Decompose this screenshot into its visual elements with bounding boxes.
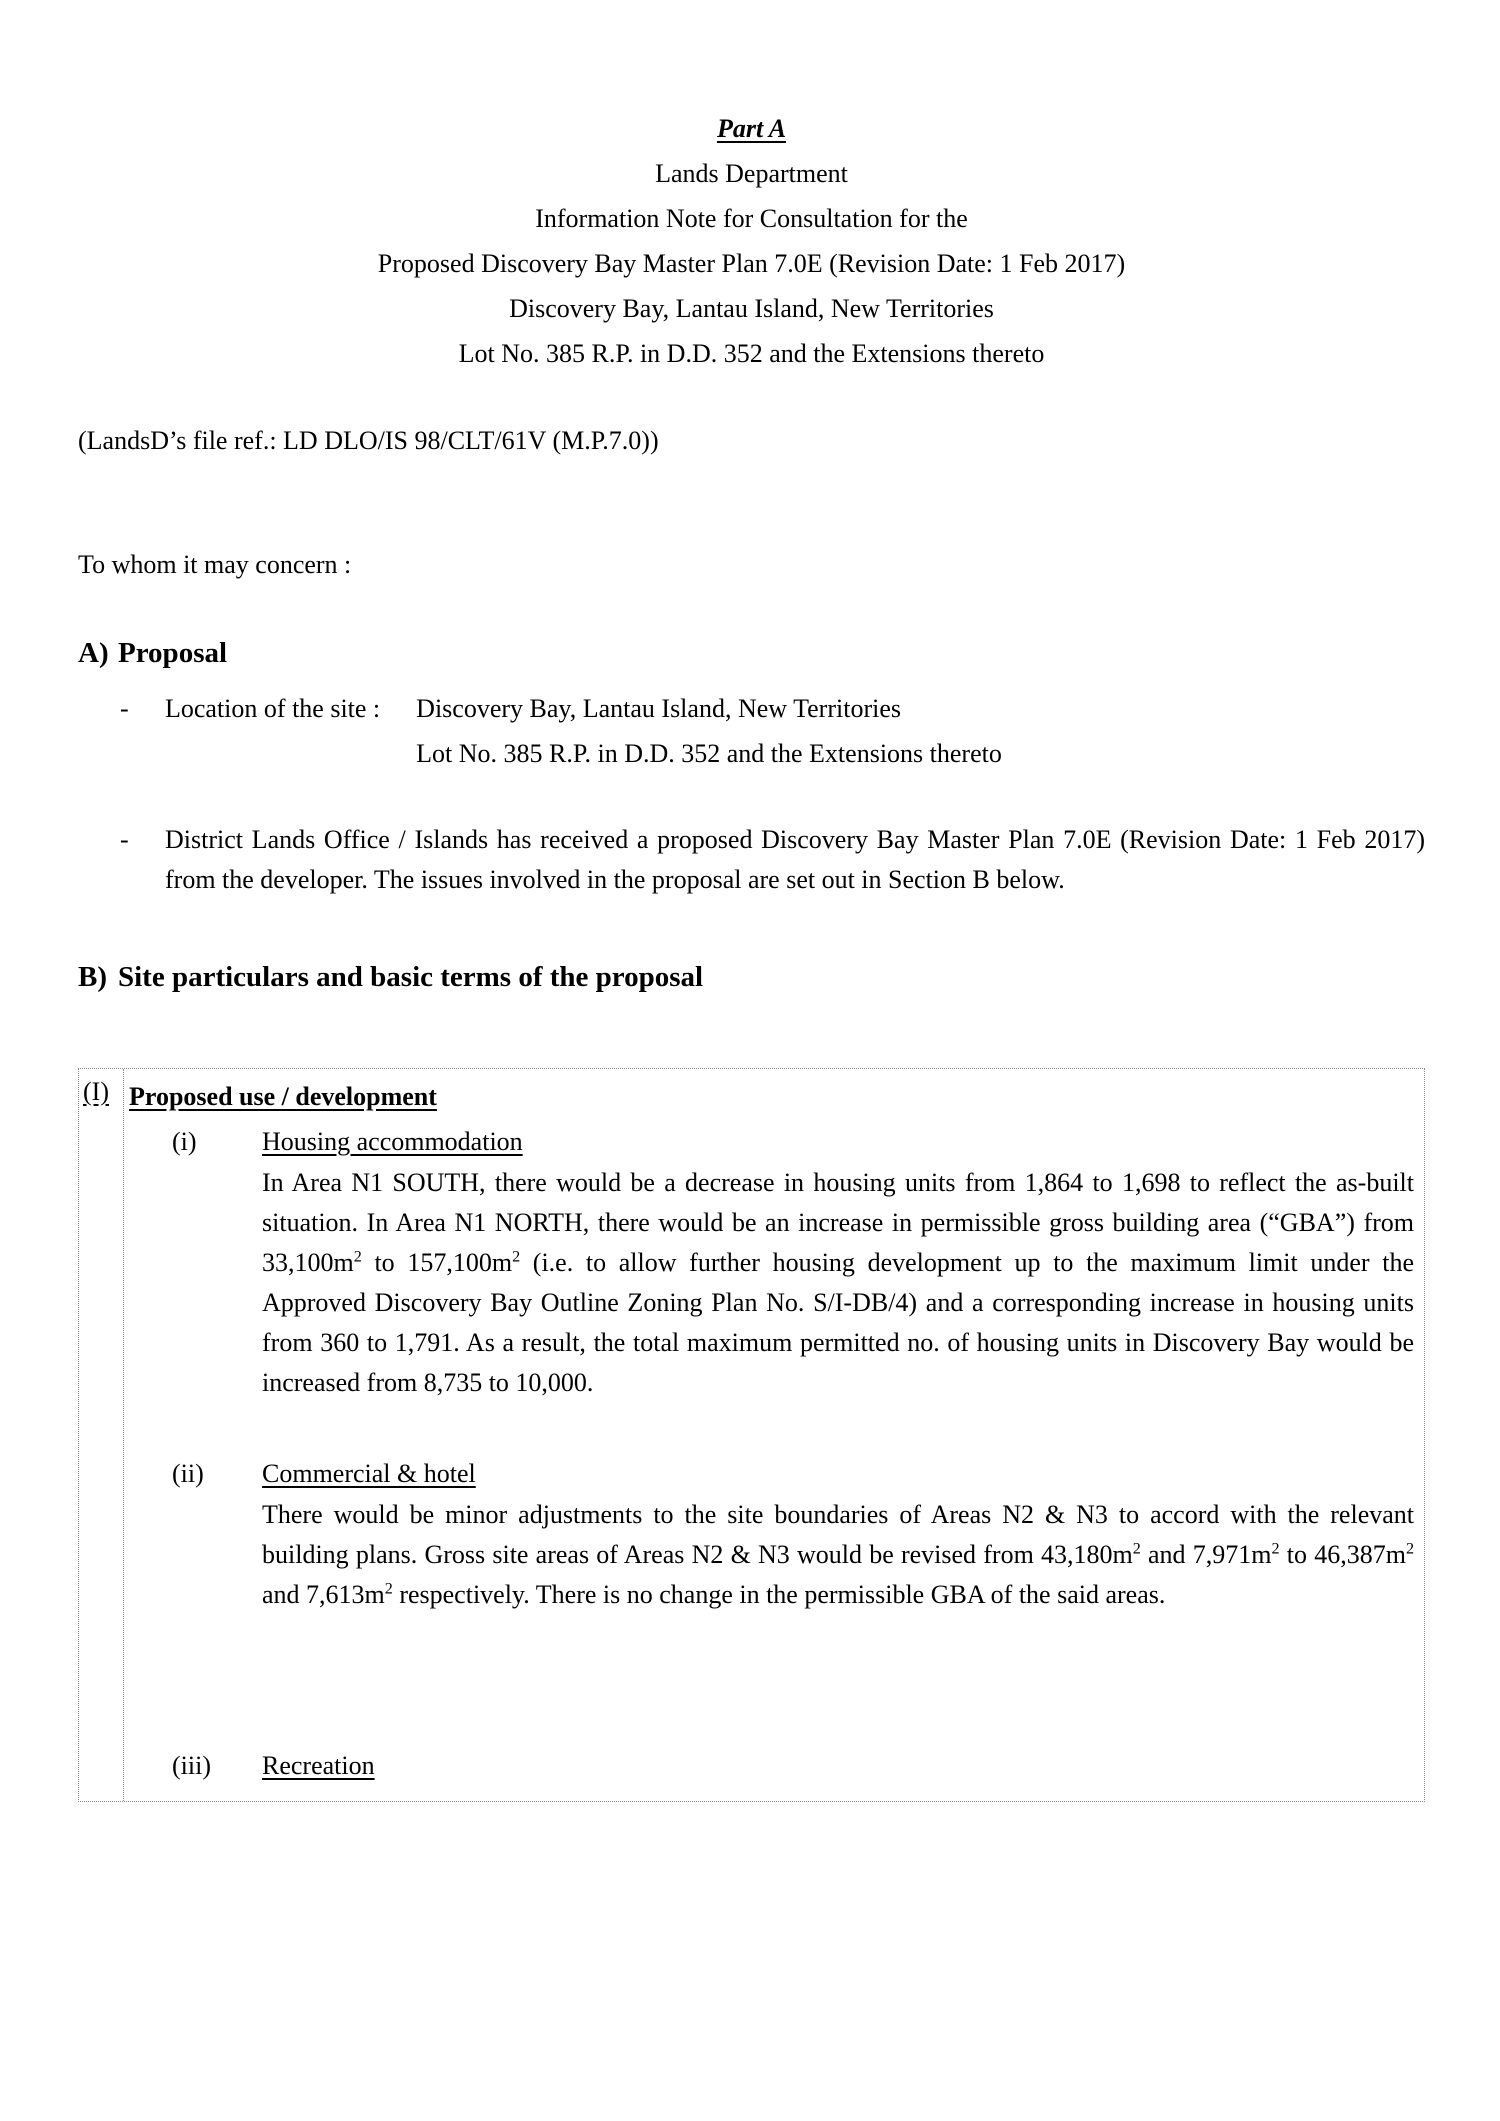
part-label: Part A bbox=[716, 114, 787, 143]
header-line: Proposed Discovery Bay Master Plan 7.0E (Revision Date: 1 Feb 2017) bbox=[377, 249, 1126, 278]
sub-item-title: Recreation bbox=[262, 1751, 375, 1780]
header-line: Lot No. 385 R.P. in D.D. 352 and the Extensions thereto bbox=[458, 339, 1045, 368]
document-header bbox=[78, 106, 1425, 376]
table-label-cell bbox=[79, 1069, 124, 1801]
section-a-heading bbox=[78, 632, 1425, 674]
proposal-table bbox=[78, 1068, 1425, 1802]
header-line: Lands Department bbox=[655, 159, 848, 188]
section-a-title: Proposal bbox=[118, 637, 228, 669]
section-b-title: Site particulars and basic terms of the proposal bbox=[118, 961, 704, 993]
file-ref: (LandsD’s file ref.: LD DLO/IS 98/CLT/61V (M.P.7.0)) bbox=[78, 426, 659, 455]
location-value-line1: Discovery Bay, Lantau Island, New Territories bbox=[416, 694, 901, 723]
section-a-label: A) bbox=[78, 637, 109, 669]
salutation: To whom it may concern : bbox=[78, 550, 352, 579]
sub-item-body bbox=[262, 1453, 1414, 1615]
location-label: Location of the site : bbox=[165, 694, 381, 723]
sub-item-number: (i) bbox=[172, 1127, 197, 1156]
received-item bbox=[120, 820, 1425, 900]
sub-item-title: Housing accommodation bbox=[262, 1127, 523, 1156]
sub-item-recreation bbox=[172, 1745, 1414, 1787]
table-content-cell bbox=[124, 1069, 1424, 1801]
location-values bbox=[416, 686, 1002, 776]
location-row bbox=[165, 686, 1002, 776]
sub-item-number: (ii) bbox=[172, 1459, 204, 1488]
sub-item-commercial bbox=[172, 1453, 1414, 1615]
section-b-heading bbox=[78, 956, 1425, 998]
dash-bullet: - bbox=[120, 825, 129, 854]
table-row-label: (I) bbox=[83, 1077, 109, 1106]
sub-item-paragraph: There would be minor adjustments to the site boundaries of Areas N2 & N3 to accord with the relevant building plans. Gross site areas of Areas N2 & N3 would be revised from $43,180m^2$ and $7,971m^2$ to $46,387m^2$ and $7,613m^2$ respectively. There is no change in the permissible GBA of the said areas. bbox=[262, 1500, 1414, 1609]
section-b-label: B) bbox=[78, 961, 107, 993]
part-label-line bbox=[78, 106, 1425, 151]
sub-item-housing bbox=[172, 1121, 1414, 1403]
sub-item-number: (iii) bbox=[172, 1751, 211, 1780]
header-line: Discovery Bay, Lantau Island, New Territories bbox=[509, 294, 994, 323]
sub-item-body bbox=[262, 1745, 1414, 1787]
received-paragraph: District Lands Office / Islands has received a proposed Discovery Bay Master Plan 7.0E (Revision Date: 1 Feb 2017) from the developer. The issues involved in the proposal are set out in Section B below. bbox=[165, 825, 1425, 894]
sub-item-paragraph: In Area N1 SOUTH, there would be a decrease in housing units from 1,864 to 1,698 to reflect the as-built situation. In Area N1 NORTH, there would be an increase in permissible gross building area (“GBA”) from $33,100m^2$ to $157,100m^2$ (i.e. to allow further housing development up to the maximum limit under the Approved Discovery Bay Outline Zoning Plan No. S/I-DB/4) and a corresponding increase in housing units from 360 to 1,791. As a result, the total maximum permitted no. of housing units in Discovery Bay would be increased from 8,735 to 10,000. bbox=[262, 1168, 1414, 1397]
location-value-line2: Lot No. 385 R.P. in D.D. 352 and the Extensions thereto bbox=[416, 739, 1002, 768]
header-line: Information Note for Consultation for the bbox=[535, 204, 968, 233]
location-item bbox=[120, 686, 1425, 776]
dash-bullet: - bbox=[120, 694, 129, 723]
table-heading: Proposed use / development bbox=[129, 1082, 437, 1111]
sub-item-body bbox=[262, 1121, 1414, 1403]
sub-item-title: Commercial & hotel bbox=[262, 1459, 476, 1488]
